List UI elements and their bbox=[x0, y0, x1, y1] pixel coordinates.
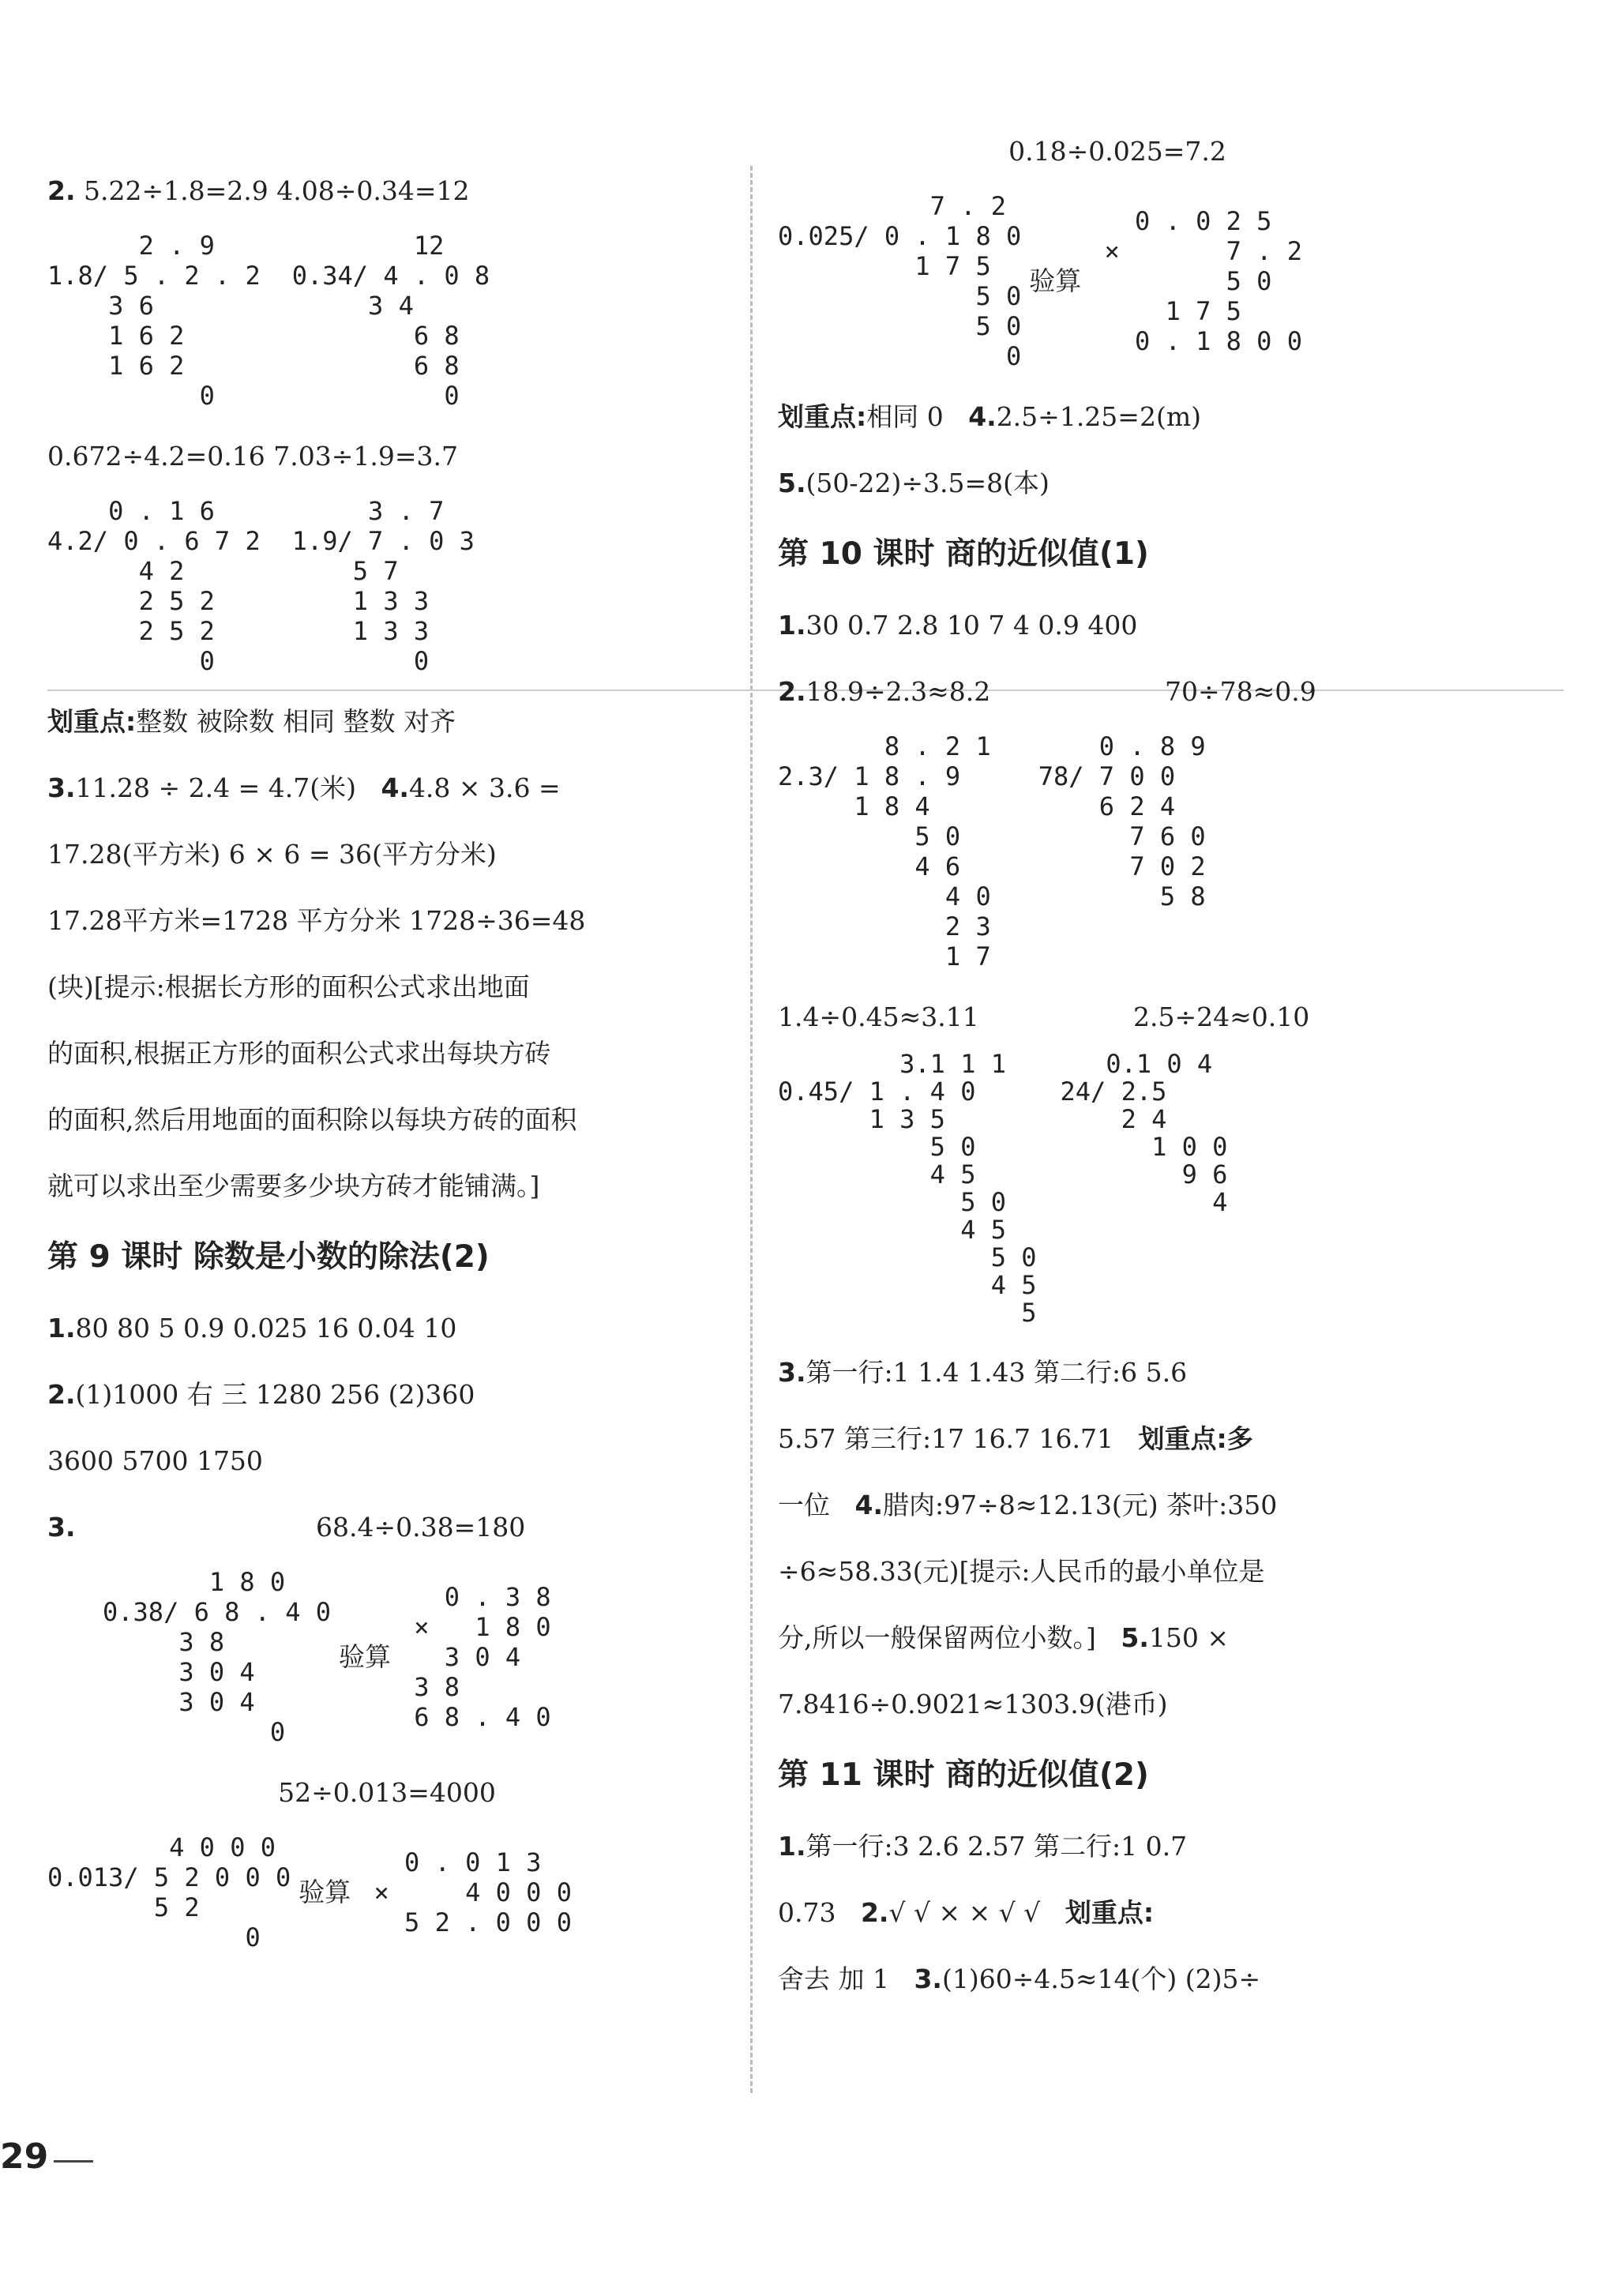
l9-q3-label: 3. bbox=[47, 1512, 76, 1543]
q4-line-2: 17.28(平方米) 6 × 6 = 36(平方分米) bbox=[47, 839, 497, 870]
page-number: 29 bbox=[0, 2136, 49, 2177]
long-division-70: 0 . 8 9 78/ 7 0 0 6 2 4 7 6 0 7 0 2 5 8 bbox=[1038, 731, 1206, 911]
q3-q4-line bbox=[47, 755, 727, 821]
long-division-52: 4 0 0 0 0.013/ 5 2 0 0 0 5 2 0 bbox=[47, 1832, 291, 1952]
l9-q2-b: 3600 5700 1750 bbox=[47, 1445, 263, 1476]
q3-text: 11.28 ÷ 2.4 = 4.7(米) bbox=[75, 772, 356, 803]
l9-q3-equation: 68.4÷0.38=180 bbox=[316, 1512, 526, 1543]
r-q4-label: 4. bbox=[968, 401, 997, 432]
r-key-line bbox=[778, 384, 1457, 450]
q4-text: 4.8 × 3.6 = bbox=[408, 772, 561, 803]
q4-line-5: 的面积,根据正方形的面积公式求出每块方砖 bbox=[47, 1038, 551, 1069]
l11-q2-label: 2. bbox=[860, 1897, 889, 1928]
l10-q2-equations bbox=[778, 659, 1457, 725]
l11-q1-b bbox=[778, 1880, 1457, 1946]
key-points bbox=[47, 689, 727, 755]
r-q5-label: 5. bbox=[778, 468, 806, 498]
lesson-10-heading: 第 10 课时 商的近似值(1) bbox=[778, 536, 1149, 572]
long-division-2.5: 0.1 0 4 24/ 2.5 2 4 1 0 0 9 6 4 bbox=[1060, 1049, 1228, 1217]
long-division-1.4: 3.1 1 1 0.45/ 1 . 4 0 1 3 5 5 0 4 5 5 0 4 5 5 0 4 5 5 bbox=[778, 1049, 1037, 1328]
right-column bbox=[778, 136, 1457, 2012]
check-label-r: 验算 bbox=[1029, 265, 1082, 296]
q4-line-3: 17.28平方米=1728 平方分米 1728÷36=48 bbox=[47, 905, 586, 936]
l10-q4-label: 4. bbox=[854, 1490, 883, 1520]
l10-q3-b bbox=[778, 1406, 1457, 1472]
q2-equations bbox=[47, 158, 727, 224]
r-q5-text: (50-22)÷3.5=8(本) bbox=[806, 468, 1050, 498]
l10-q1-text: 30 0.7 2.8 10 7 4 0.9 400 bbox=[806, 610, 1138, 641]
l11-q3-label: 3. bbox=[914, 1963, 942, 1994]
l10-q2-eq-a: 18.9÷2.3≈8.2 bbox=[806, 676, 991, 707]
long-division-68.4: 1 8 0 0.38/ 6 8 . 4 0 3 8 3 0 4 3 0 4 0 bbox=[103, 1567, 331, 1747]
l10-q4-text: 腊肉:97÷8≈12.13(元) 茶叶:350 bbox=[882, 1490, 1278, 1520]
q2-work-row-1 bbox=[47, 231, 727, 411]
l9-q2 bbox=[47, 1362, 727, 1428]
l9-q1 bbox=[47, 1295, 727, 1362]
l10-q4 bbox=[778, 1472, 1457, 1539]
long-division-0.672: 0 . 1 6 4.2/ 0 . 6 7 2 4 2 2 5 2 2 5 2 0 bbox=[47, 496, 261, 676]
l10-q3-c-text: 一位 bbox=[778, 1490, 830, 1520]
l11-q2-c-text: 舍去 加 1 bbox=[778, 1963, 889, 1994]
l10-q4-c bbox=[778, 1605, 1457, 1671]
long-division-4.08: 12 0.34/ 4 . 0 8 3 4 6 8 6 8 0 bbox=[291, 231, 490, 411]
l11-q3 bbox=[778, 1946, 1457, 2012]
r-top-equation: 0.18÷0.025=7.2 bbox=[1008, 136, 1226, 167]
r-key-label: 划重点: bbox=[778, 401, 867, 432]
long-division-7.03: 3 . 7 1.9/ 7 . 0 3 5 7 1 3 3 1 3 3 0 bbox=[291, 496, 475, 676]
l10-q3-b-text: 5.57 第三行:17 16.7 16.71 bbox=[778, 1423, 1114, 1454]
l10-q1 bbox=[778, 592, 1457, 659]
l9-work-row-2 bbox=[47, 1832, 727, 1952]
page-number-dash bbox=[54, 2160, 93, 2163]
check-label-2: 验算 bbox=[299, 1877, 351, 1907]
r-key-text: 相同 0 bbox=[866, 401, 944, 432]
long-division-5.22: 2 . 9 1.8/ 5 . 2 . 2 3 6 1 6 2 1 6 2 0 bbox=[47, 231, 261, 411]
q2-eq-text: 5.22÷1.8=2.9 4.08÷0.34=12 bbox=[84, 175, 470, 206]
l9-q1-label: 1. bbox=[47, 1313, 76, 1343]
l9-q2-label: 2. bbox=[47, 1379, 76, 1410]
check-multiplication-0.013: 0 . 0 1 3 × 4 0 0 0 5 2 . 0 0 0 bbox=[374, 1847, 572, 1937]
l11-q1-label: 1. bbox=[778, 1831, 806, 1862]
l10-q1-label: 1. bbox=[778, 610, 806, 641]
l11-q3-text: (1)60÷4.5≈14(个) (2)5÷ bbox=[941, 1963, 1261, 1994]
l10-q2-equations-2 bbox=[778, 984, 1457, 1050]
l9-q3-equation-2: 52÷0.013=4000 bbox=[278, 1777, 496, 1808]
l10-q5-text: 150 × bbox=[1148, 1622, 1229, 1653]
q3-label: 3. bbox=[47, 772, 76, 803]
column-divider bbox=[750, 166, 753, 2093]
check-multiplication-0.38: 0 . 3 8 × 1 8 0 3 0 4 3 8 6 8 . 4 0 bbox=[414, 1582, 551, 1732]
l11-key-label: 划重点: bbox=[1065, 1897, 1155, 1928]
l9-work-row-1 bbox=[103, 1567, 727, 1747]
q4-label: 4. bbox=[381, 772, 409, 803]
check-multiplication-0.025: 0 . 0 2 5 × 7 . 2 5 0 1 7 5 0 . 1 8 0 0 bbox=[1104, 206, 1302, 356]
l10-q5-label: 5. bbox=[1121, 1622, 1149, 1653]
l9-q1-text: 80 80 5 0.9 0.025 16 0.04 10 bbox=[75, 1313, 457, 1343]
l10-q2-label: 2. bbox=[778, 676, 806, 707]
q2-label: 2. bbox=[47, 175, 76, 206]
l10-q4-c-text: 分,所以一般保留两位小数。] bbox=[778, 1622, 1096, 1653]
l10-q5-b: 7.8416÷0.9021≈1303.9(港币) bbox=[778, 1689, 1168, 1719]
l10-q3 bbox=[778, 1340, 1457, 1406]
q2-work-row-2 bbox=[47, 496, 727, 676]
l10-q2-eq-d: 2.5÷24≈0.10 bbox=[1133, 1001, 1310, 1032]
l11-q1-b-text: 0.73 bbox=[778, 1897, 836, 1928]
q4-line-4: (块)[提示:根据长方形的面积公式求出地面 bbox=[47, 971, 530, 1002]
l10-q3-text: 第一行:1 1.4 1.43 第二行:6 5.6 bbox=[806, 1357, 1188, 1388]
l10-q3-label: 3. bbox=[778, 1357, 806, 1388]
q4-line-7: 就可以求出至少需要多少块方砖才能铺满。] bbox=[47, 1171, 540, 1201]
l11-q2-text: √ √ × × √ √ bbox=[888, 1897, 1041, 1928]
l9-q3 bbox=[47, 1494, 727, 1561]
l11-q1-text: 第一行:3 2.6 2.57 第二行:1 0.7 bbox=[806, 1831, 1188, 1862]
lesson-11-heading: 第 11 课时 商的近似值(2) bbox=[778, 1757, 1149, 1793]
l9-q2-text: (1)1000 右 三 1280 256 (2)360 bbox=[75, 1379, 475, 1410]
l10-key-label: 划重点: bbox=[1138, 1423, 1227, 1454]
l10-q4-b: ÷6≈58.33(元)[提示:人民币的最小单位是 bbox=[778, 1556, 1265, 1587]
l10-work-row-2 bbox=[778, 1050, 1457, 1327]
r-q4-text: 2.5÷1.25=2(m) bbox=[996, 401, 1201, 432]
l10-q2-eq-c: 1.4÷0.45≈3.11 bbox=[778, 1001, 979, 1032]
r-top-work-row bbox=[778, 191, 1457, 371]
check-label: 验算 bbox=[338, 1641, 391, 1672]
l10-q2-eq-b: 70÷78≈0.9 bbox=[1165, 676, 1316, 707]
left-column bbox=[47, 142, 727, 1965]
key-label: 划重点: bbox=[47, 706, 137, 737]
l11-q1 bbox=[778, 1813, 1457, 1880]
q2-equations-2: 0.672÷4.2=0.16 7.03÷1.9=3.7 bbox=[47, 441, 458, 472]
l10-key-text: 多 bbox=[1226, 1423, 1253, 1454]
lesson-9-heading: 第 9 课时 除数是小数的除法(2) bbox=[47, 1239, 490, 1275]
l10-work-row-1 bbox=[778, 731, 1457, 971]
long-division-18.9: 8 . 2 1 2.3/ 1 8 . 9 1 8 4 5 0 4 6 4 0 2 3 1 7 bbox=[778, 731, 991, 971]
r-q5 bbox=[778, 450, 1457, 517]
q4-line-6: 的面积,然后用地面的面积除以每块方砖的面积 bbox=[47, 1104, 577, 1135]
key-text: 整数 被除数 相同 整数 对齐 bbox=[136, 706, 456, 737]
long-division-0.18: 7 . 2 0.025/ 0 . 1 8 0 1 7 5 5 0 5 0 0 bbox=[778, 191, 1022, 371]
